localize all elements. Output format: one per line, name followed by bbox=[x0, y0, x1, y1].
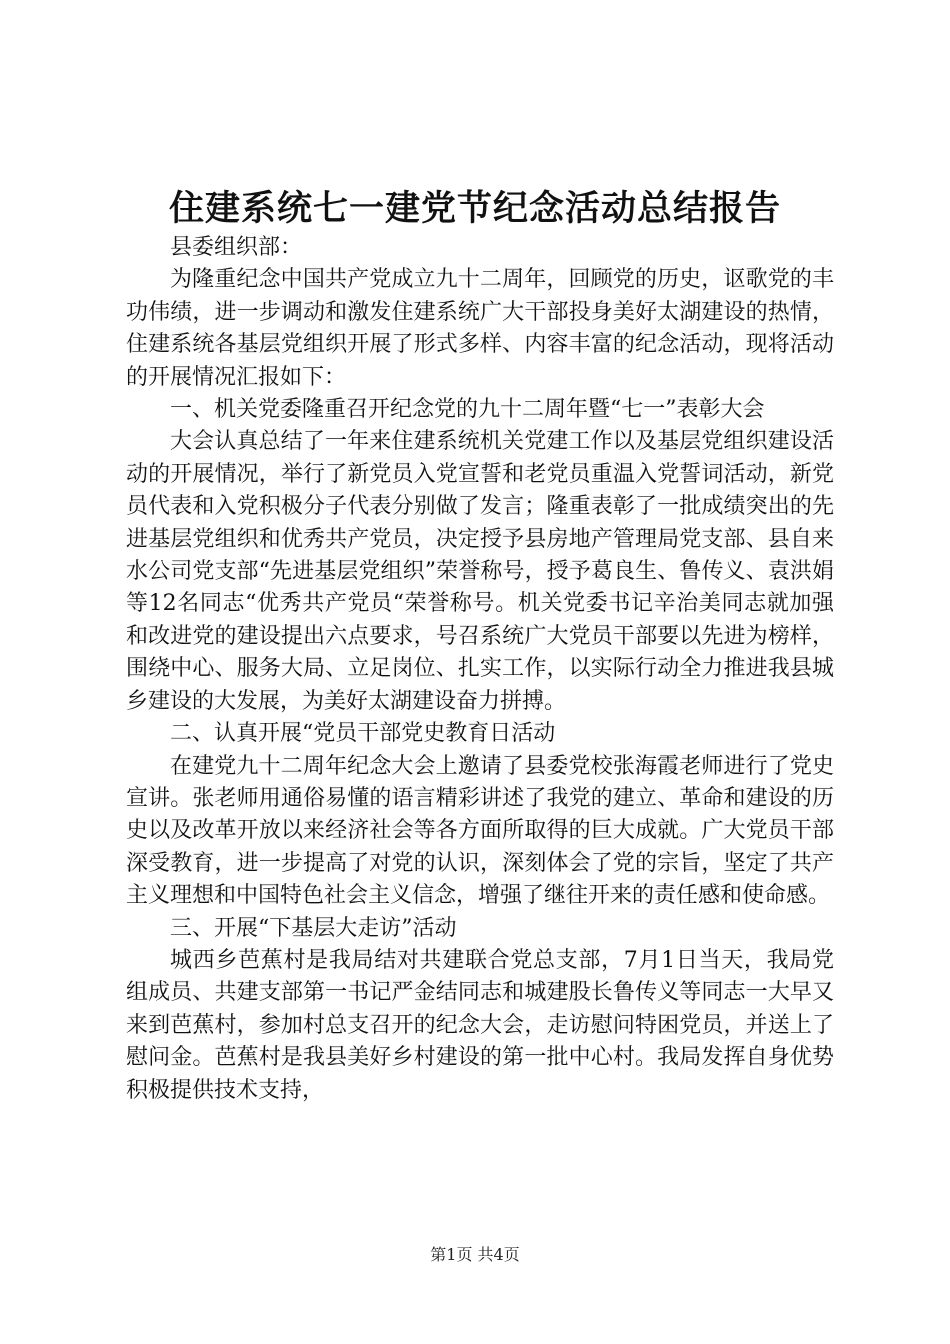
section-heading-1: 一、机关党委隆重召开纪念党的九十二周年暨“七一”表彰大会 bbox=[170, 397, 765, 423]
paragraph-section-1: 大会认真总结了一年来住建系统机关党建工作以及基层党组织建设活动的开展情况，举行了新党员入党宣誓和老党员重温入党誓词活动，新党员代表和入党积极分子代表分别做了发言；隆重表彰了一批成绩突出的先进基层党组织和优秀共产党员，决定授予县房地产管理局党支部、县自来水公司党支部“先进基层党组织”荣誉称号，授予葛良生、鲁传义、袁洪娟等12名同志“优秀共产党员“荣誉称号。机关党委书记辛治美同志就加强和改进党的建设提出六点要求，号召系统广大党员干部要以先进为榜样，围绕中心、服务大局、立足岗位、扎实工作，以实际行动全力推进我县城乡建设的大发展，为美好太湖建设奋力拼搏。 bbox=[126, 429, 834, 714]
section-heading-3: 三、开展“下基层大走访”活动 bbox=[170, 915, 457, 941]
paragraph-intro: 为隆重纪念中国共产党成立九十二周年，回顾党的历史，讴歌党的丰功伟绩，进一步调动和激发住建系统广大干部投身美好太湖建设的热情，住建系统各基层党组织开展了形式多样、内容丰富的纪念活动，现将活动的开展情况汇报如下： bbox=[126, 267, 834, 390]
section-heading-2: 二、认真开展“党员干部党史教育日活动 bbox=[170, 721, 556, 747]
document-body bbox=[126, 232, 834, 1107]
salutation: 县委组织部： bbox=[170, 235, 303, 260]
page-footer: 第1页 共4页 bbox=[430, 1245, 520, 1264]
document-title: 住建系统七一建党节纪念活动总结报告 bbox=[168, 189, 781, 229]
paragraph-section-2: 在建党九十二周年纪念大会上邀请了县委党校张海霞老师进行了党史宣讲。张老师用通俗易懂的语言精彩讲述了我党的建立、革命和建设的历史以及改革开放以来经济社会等各方面所取得的巨大成就。广大党员干部深受教育，进一步提高了对党的认识，深刻体会了党的宗旨，坚定了共产主义理想和中国特色社会主义信念，增强了继往开来的责任感和使命感。 bbox=[126, 753, 834, 909]
paragraph-section-3: 城西乡芭蕉村是我局结对共建联合党总支部，7月1日当天，我局党组成员、共建支部第一书记严金结同志和城建股长鲁传义等同志一大早又来到芭蕉村，参加村总支召开的纪念大会，走访慰问特困党员，并送上了慰问金。芭蕉村是我县美好乡村建设的第一批中心村。我局发挥自身优势积极提供技术支持， bbox=[126, 947, 834, 1103]
